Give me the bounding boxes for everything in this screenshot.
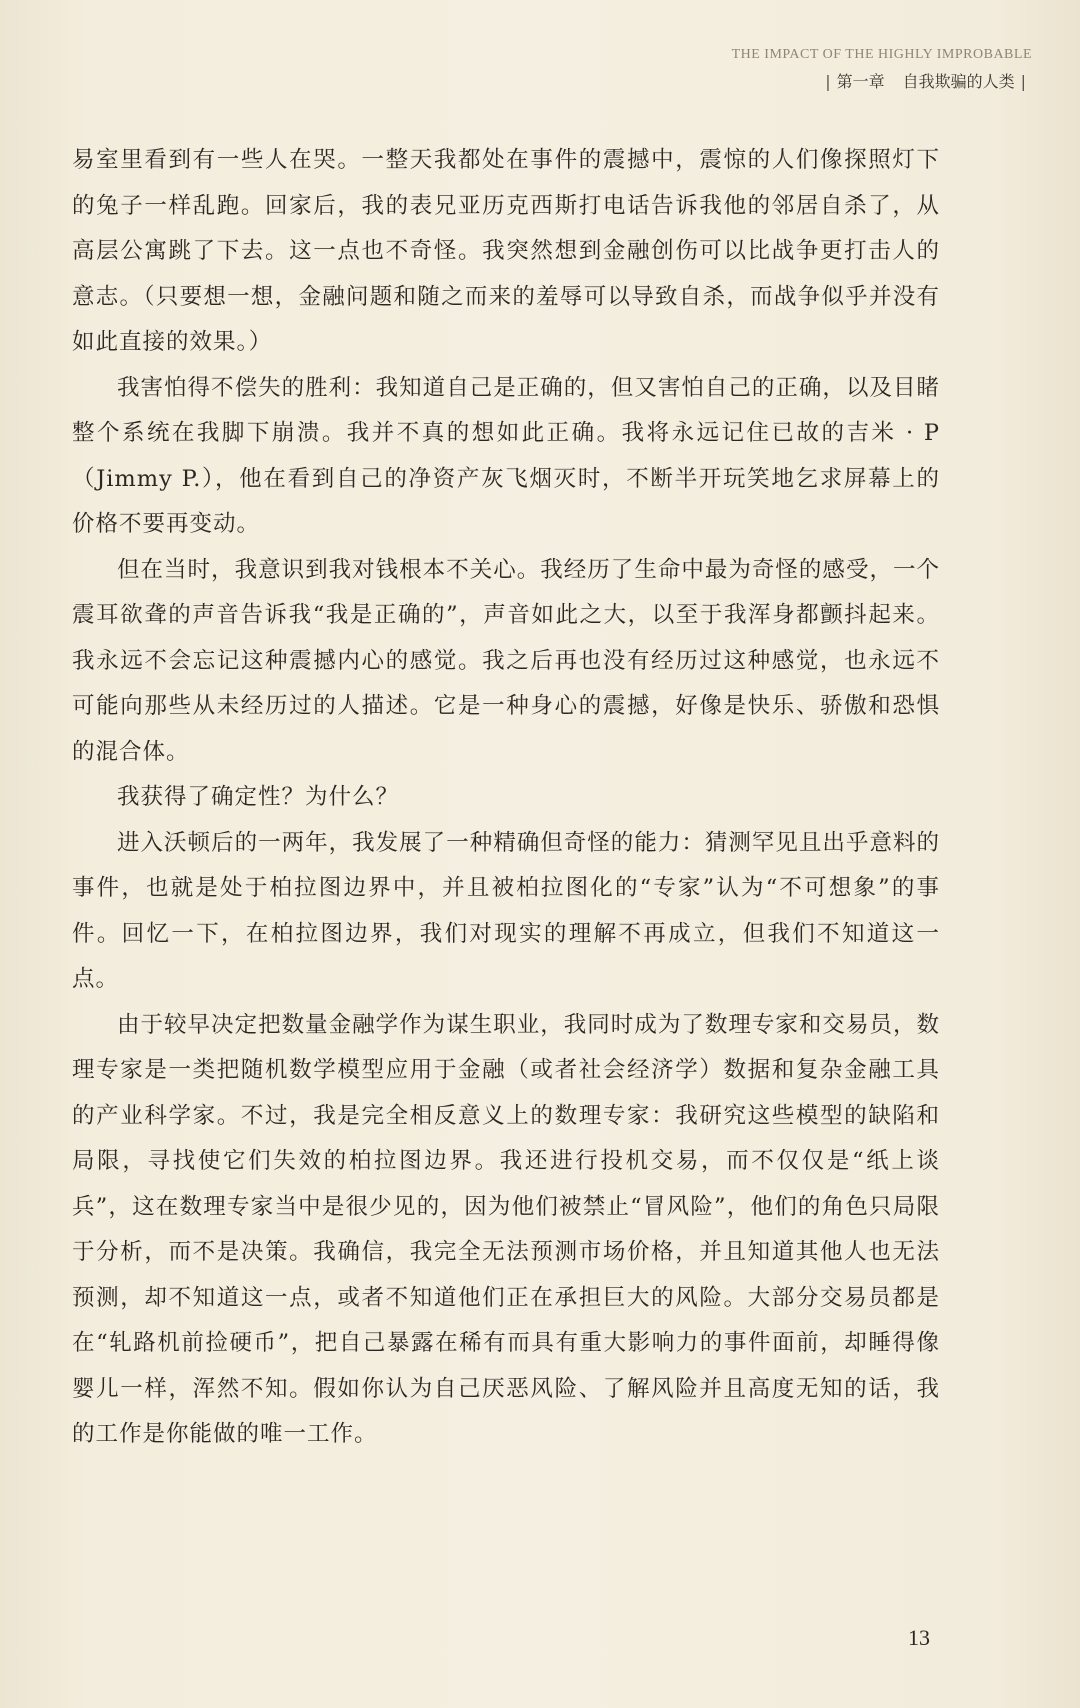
paragraph: 我害怕得不偿失的胜利：我知道自己是正确的，但又害怕自己的正确，以及目睹整个系统在我脚下崩溃。我并不真的想如此正确。我将永远记住已故的吉米 · P（Jimmy P.），他在看到自己的净资产灰飞烟灭时，不断半开玩笑地乞求屏幕上的价格不要再变动。 xyxy=(72,374,940,537)
paragraph: 易室里看到有一些人在哭。一整天我都处在事件的震撼中，震惊的人们像探照灯下的兔子一样乱跑。回家后，我的表兄亚历克西斯打电话告诉我他的邻居自杀了，从高层公寓跳了下去。这一点也不奇怪。我突然想到金融创伤可以比战争更打击人的意志。（只要想一想，金融问题和随之而来的羞辱可以导致自杀，而战争似乎并没有如此直接的效果。） xyxy=(72,147,940,355)
running-head-book-title: THE IMPACT OF THE HIGHLY IMPROBABLE xyxy=(731,47,1032,62)
paragraph: 进入沃顿后的一两年，我发展了一种精确但奇怪的能力：猜测罕见且出乎意料的事件，也就是处于柏拉图边界中，并且被柏拉图化的“专家”认为“不可想象”的事件。回忆一下，在柏拉图边界，我们对现实的理解不再成立，但我们不知道这一点。 xyxy=(72,829,940,992)
chapter-title: 自我欺骗的人类 xyxy=(902,72,1015,91)
divider-bar: | xyxy=(1020,72,1026,91)
paragraph: 由于较早决定把数量金融学作为谋生职业，我同时成为了数理专家和交易员，数理专家是一类把随机数学模型应用于金融（或者社会经济学）数据和复杂金融工具的产业科学家。不过，我是完全相反意义上的数理专家：我研究这些模型的缺陷和局限，寻找使它们失效的柏拉图边界。我还进行投机交易，而不仅仅是“纸上谈兵”，这在数理专家当中是很少见的，因为他们被禁止“冒风险”，他们的角色只局限于分析，而不是决策。我确信，我完全无法预测市场价格，并且知道其他人也无法预测，却不知道这一点，或者不知道他们正在承担巨大的风险。大部分交易员都是在“轧路机前捡硬币”，把自己暴露在稀有而具有重大影响力的事件面前，却睡得像婴儿一样，浑然不知。假如你认为自己厌恶风险、了解风险并且高度无知的话，我的工作是你能做的唯一工作。 xyxy=(72,1011,940,1447)
body-text xyxy=(72,138,940,1458)
chapter-label: 第一章 xyxy=(836,72,885,91)
paragraph: 我获得了确定性？为什么？ xyxy=(117,784,400,810)
page-number: 13 xyxy=(908,1625,930,1650)
paragraph: 但在当时，我意识到我对钱根本不关心。我经历了生命中最为奇怪的感受，一个震耳欲聋的声音告诉我“我是正确的”，声音如此之大，以至于我浑身都颤抖起来。我永远不会忘记这种震撼内心的感觉。我之后再也没有经历过这种感觉，也永远不可能向那些从未经历过的人描述。它是一种身心的震撼，好像是快乐、骄傲和恐惧的混合体。 xyxy=(72,556,940,765)
running-head xyxy=(732,46,1032,92)
running-head-chapter xyxy=(732,72,1032,92)
divider-bar: | xyxy=(825,72,831,91)
